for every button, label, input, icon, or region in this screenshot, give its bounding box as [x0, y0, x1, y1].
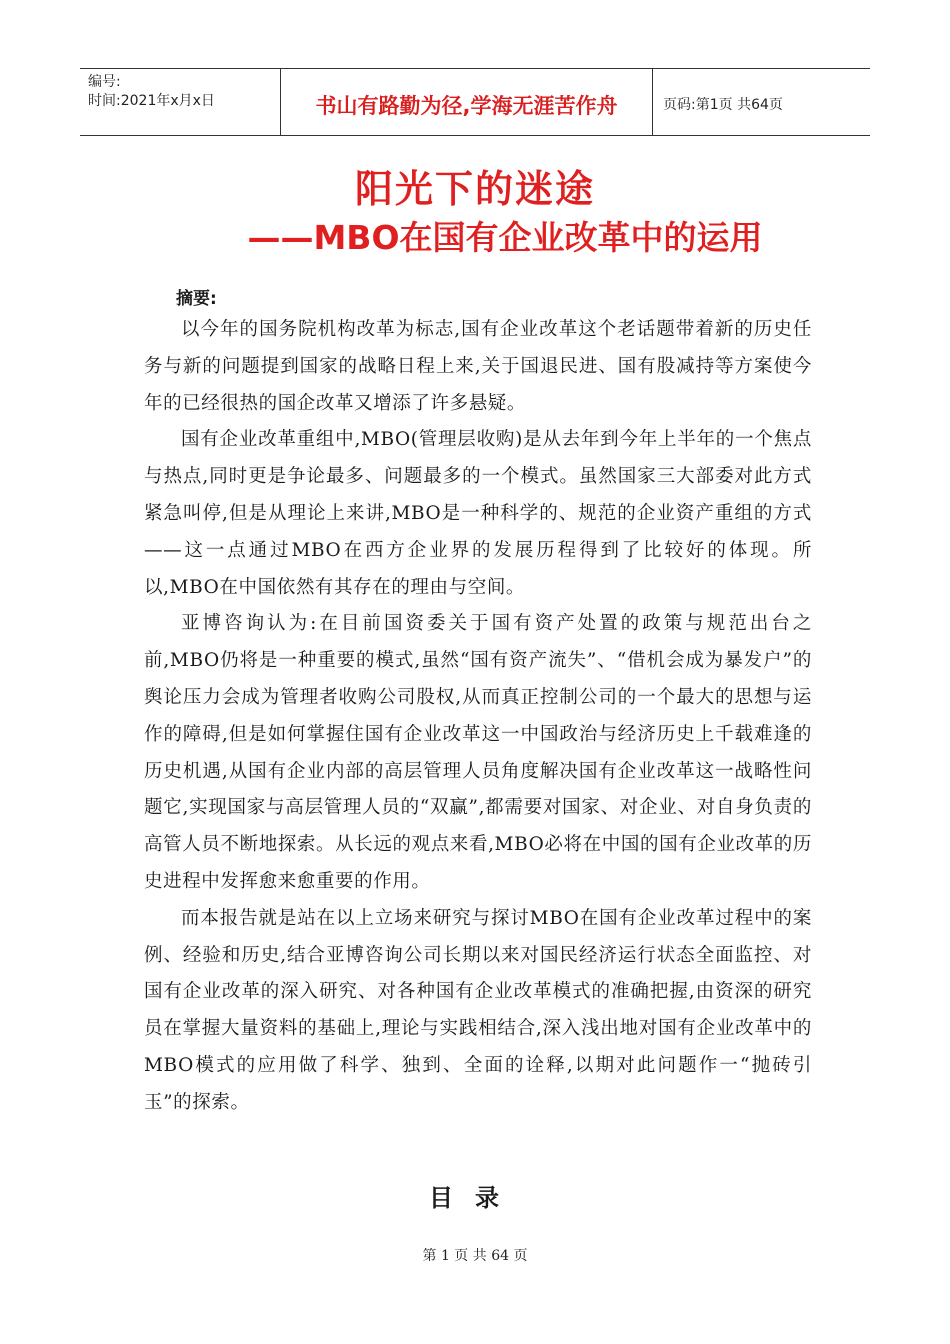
abstract-label: 摘要:: [176, 289, 217, 309]
document-subtitle: ——MBO在国有企业改革中的运用: [247, 218, 763, 257]
document-title: 阳光下的迷途: [354, 167, 595, 211]
abstract-paragraph: 亚博咨询认为:在目前国资委关于国有资产处置的政策与规范出台之前,MBO仍将是一种重要的模式,虽然“国有资产流失”、“借机会成为暴发户”的舆论压力会成为管理者收购公司股权,从而真正控制公司的一个最大的思想与运作的障碍,但是如何掌握住国有企业改革这一中国政治与经济历史上千载难逢的历史机遇,从国有企业内部的高层管理人员角度解决国有企业改革这一战略性问题它,实现国家与高层管理人员的“双赢”,都需要对国家、对企业、对自身负责的高管人员不断地探索。从长远的观点来看,MBO必将在中国的国有企业改革的历史进程中发挥愈来愈重要的作用。: [144, 613, 812, 892]
header-number-label: 编号:: [88, 74, 121, 90]
header-time-label: 时间:2021年x月x日: [88, 93, 215, 109]
abstract-body: [144, 312, 812, 1122]
header-motto: 书山有路勤为径,学海无涯苦作舟: [281, 69, 653, 135]
toc-heading: 目录: [429, 1184, 521, 1212]
header-meta: [80, 69, 281, 135]
page-header: [80, 68, 870, 136]
header-page-code: 页码:第1页 共64页: [663, 97, 783, 113]
abstract-paragraph: 以今年的国务院机构改革为标志,国有企业改革这个老话题带着新的历史任务与新的问题提到国家的战略日程上来,关于国退民进、国有股减持等方案使今年的已经很热的国企改革又增添了许多悬疑。: [144, 319, 812, 414]
abstract-paragraph: 而本报告就是站在以上立场来研究与探讨MBO在国有企业改革过程中的案例、经验和历史,结合亚博咨询公司长期以来对国民经济运行状态全面监控、对国有企业改革的深入研究、对各种国有企业改革模式的准确把握,由资深的研究员在掌握大量资料的基础上,理论与实践相结合,深入浅出地对国有企业改革中的MBO模式的应用做了科学、独到、全面的诠释,以期对此问题作一“抛砖引玉”的探索。: [144, 907, 812, 1113]
abstract-paragraph: 国有企业改革重组中,MBO(管理层收购)是从去年到今年上半年的一个焦点与热点,同时更是争论最多、问题最多的一个模式。虽然国家三大部委对此方式紧急叫停,但是从理论上来讲,MBO是一种科学的、规范的企业资产重组的方式——这一点通过MBO在西方企业界的发展历程得到了比较好的体现。所以,MBO在中国依然有其存在的理由与空间。: [144, 429, 812, 598]
page-footer: 第 1 页 共 64 页: [422, 1248, 528, 1264]
